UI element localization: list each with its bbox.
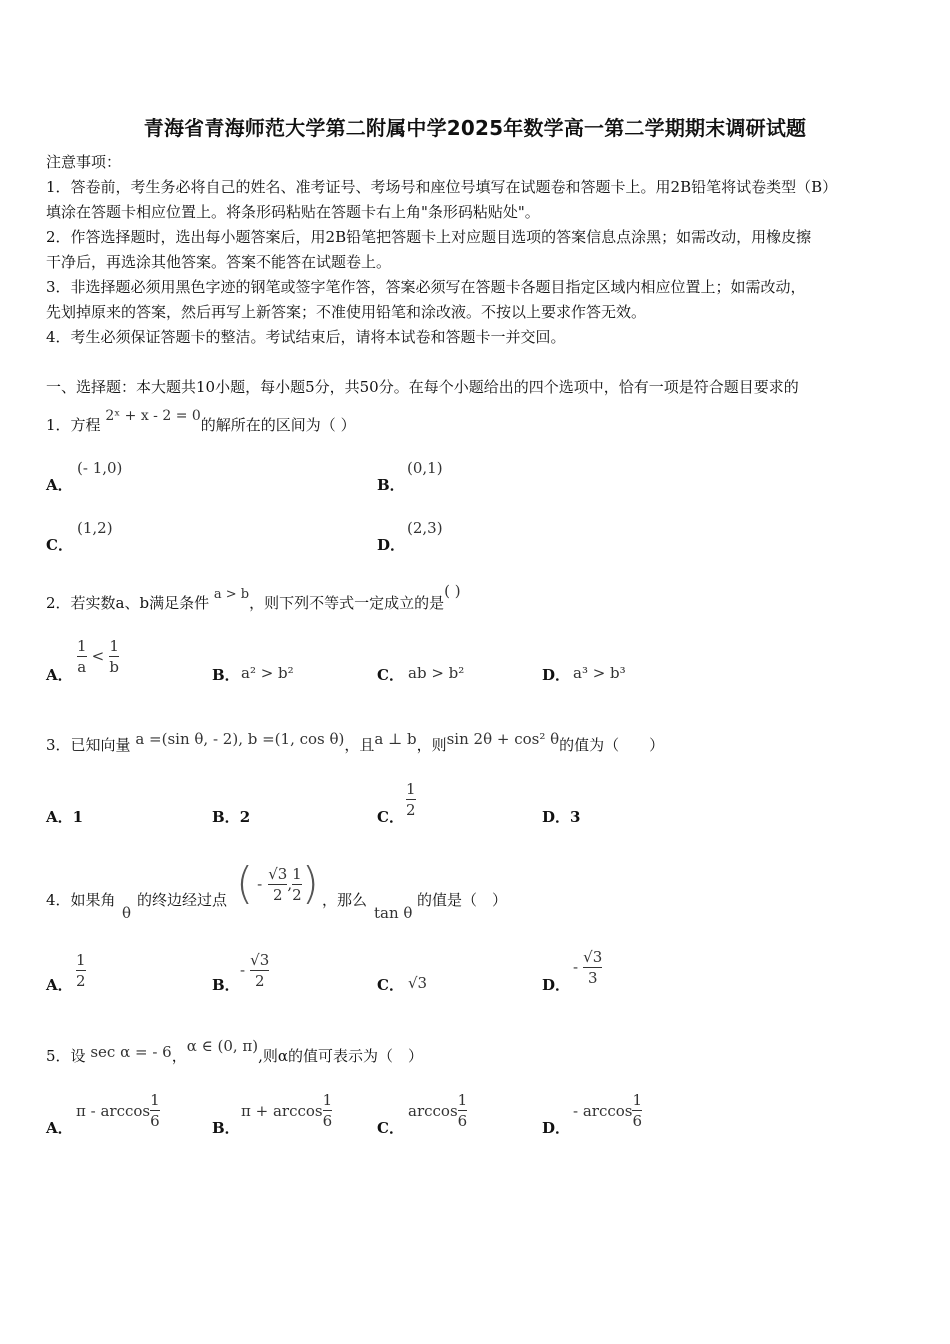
option-a-value [76, 1090, 160, 1131]
option-d[interactable] [542, 806, 580, 827]
numerator: 1 [76, 951, 86, 969]
numerator: 1 [77, 637, 87, 655]
fraction [268, 864, 287, 905]
equation: 2ˣ + x - 2 = 0 [105, 408, 201, 424]
option-d[interactable]: D． [542, 976, 571, 994]
denominator: 6 [150, 1112, 160, 1130]
option-d-value [573, 1090, 642, 1131]
option-d-value [573, 947, 602, 988]
fraction [150, 1090, 160, 1131]
section-heading: 一、选择题：本大题共10小题，每小题5分，共50分。在每个小题给出的四个选项中，恰有一项是符合题目要求的 [46, 378, 799, 396]
notice-line: 填涂在答题卡相应位置上。将条形码粘贴在答题卡右上角"条形码粘贴处"。 [46, 203, 540, 221]
option-b-value [241, 1090, 332, 1131]
numerator: 1 [109, 637, 119, 655]
denominator: 6 [322, 1112, 333, 1130]
option-c[interactable]: C． [377, 976, 404, 994]
right-paren: ) [301, 858, 319, 909]
point-coordinates [236, 858, 319, 909]
option-a-value [76, 950, 86, 991]
question-number: 4． [46, 891, 71, 909]
option-a[interactable]: A． [46, 666, 73, 684]
left-paren: ( [236, 858, 254, 909]
denominator: 2 [76, 972, 86, 990]
fraction [406, 779, 416, 820]
question-text: ，则下列不等式一定成立的是 [249, 594, 445, 612]
option-c-value [408, 1090, 467, 1131]
question-text: 的值是（ ） [417, 891, 508, 909]
minus-sign: - [573, 958, 579, 976]
question-text: 若实数a、b满足条件 [70, 594, 210, 612]
condition: a > b [213, 587, 250, 602]
comma: , [287, 875, 293, 893]
question-text: 方程 [70, 416, 101, 434]
page-title: 青海省青海师范大学第二附属中学2025年数学高一第二学期期末调研试题 [143, 116, 807, 140]
numerator: √3 [268, 864, 288, 883]
option-d[interactable]: D． [377, 536, 406, 554]
fraction [632, 1090, 642, 1131]
fraction [458, 1090, 468, 1131]
denominator: 2 [273, 885, 283, 904]
option-c[interactable]: C． [377, 808, 404, 826]
option-b-value: (0,1) [407, 459, 443, 477]
option-b[interactable]: B． [212, 666, 240, 684]
secant-condition: sec α = - 6 [90, 1043, 172, 1061]
denominator: 6 [457, 1112, 468, 1130]
tan-theta: tan θ [374, 904, 413, 922]
question-number: 1． [46, 416, 71, 434]
question-text: 如果角 [70, 891, 116, 909]
question-text: ,则α的值可表示为（ ） [258, 1047, 424, 1065]
fraction [109, 636, 119, 677]
denominator: b [109, 658, 119, 676]
question-text: 的终边经过点 [137, 891, 228, 909]
notice-line: 2．作答选择题时，选出每小题答案后，用2B铅笔把答题卡上对应题目选项的答案信息点涂黑；如需改动，用橡皮擦 [46, 228, 812, 246]
denominator: 2 [406, 801, 416, 819]
fraction [323, 1090, 333, 1131]
option-d-value: 3 [570, 808, 581, 826]
numerator: √3 [250, 951, 270, 969]
option-c-value [406, 779, 416, 820]
option-b-value [240, 950, 269, 991]
option-a[interactable] [46, 806, 83, 827]
option-b[interactable]: B． [212, 976, 240, 994]
notice-line: 干净后，再选涂其他答案。答案不能答在试题卷上。 [46, 253, 392, 271]
option-b[interactable]: B． [377, 476, 405, 494]
denominator: 2 [254, 972, 265, 990]
numerator: 1 [457, 1091, 468, 1109]
denominator: 2 [292, 885, 302, 904]
question-text: ，那么 [322, 891, 368, 909]
question-text: ，则 [416, 736, 447, 754]
denominator: 3 [587, 969, 598, 987]
option-c[interactable]: C． [46, 536, 73, 554]
option-d[interactable]: D． [542, 1119, 571, 1137]
question-number: 3． [46, 736, 71, 754]
option-c-value: √3 [408, 974, 428, 992]
arccos-expression: π + arccos [241, 1101, 323, 1120]
question-4-number [46, 889, 116, 910]
option-a-value: (- 1,0) [77, 459, 123, 477]
question-number: 2． [46, 594, 71, 612]
numerator: 1 [632, 1091, 643, 1109]
option-b-value: 2 [239, 808, 251, 826]
question-number: 5． [46, 1047, 71, 1065]
theta-symbol: θ [122, 904, 132, 922]
arccos-expression: arccos [408, 1101, 458, 1120]
notice-section [46, 150, 906, 350]
option-c-value: ab > b² [408, 664, 465, 682]
answer-paren: ( ) [444, 582, 461, 600]
fraction [77, 636, 87, 677]
expression: sin 2θ + cos² θ [446, 730, 560, 748]
fraction [76, 950, 86, 991]
option-label: B． [212, 808, 240, 826]
question-text: 已知向量 [70, 736, 131, 754]
numerator: 1 [322, 1091, 333, 1109]
arccos-expression: π - arccos [76, 1101, 151, 1120]
question-5 [46, 1037, 424, 1066]
arccos-expression: - arccos [573, 1101, 633, 1120]
option-b-value: a² > b² [241, 664, 294, 682]
notice-line: 4．考生必须保证答题卡的整洁。考试结束后，请将本试卷和答题卡一并交回。 [46, 328, 566, 346]
option-d[interactable]: D． [542, 666, 571, 684]
option-c-value: (1,2) [77, 519, 113, 537]
notice-heading: 注意事项： [46, 153, 122, 171]
option-a-value [77, 636, 119, 677]
numerator: 1 [292, 864, 302, 883]
operator: < [91, 647, 105, 665]
notice-line: 3．非选择题必须用黑色字迹的钢笔或签字笔作答，答案必须写在答题卡各题目指定区域内相应位置上；如需改动， [46, 278, 806, 296]
option-b[interactable]: B． [212, 1119, 240, 1137]
fraction [292, 864, 302, 905]
option-a[interactable]: A． [46, 476, 73, 494]
question-text: 设 [70, 1047, 86, 1065]
notice-line: 先划掉原来的答案，然后再写上新答案；不准使用铅笔和涂改液。不按以上要求作答无效。 [46, 303, 647, 321]
numerator: 1 [406, 780, 416, 798]
question-text: 的值为（ ） [559, 736, 665, 754]
minus-sign: - [240, 961, 246, 979]
question-2 [46, 582, 461, 613]
question-text: 的解所在的区间为（ ） [200, 416, 356, 434]
option-b[interactable] [212, 806, 250, 827]
fraction [583, 947, 602, 988]
denominator: 6 [632, 1112, 643, 1130]
question-1 [46, 408, 356, 435]
option-c[interactable]: C． [377, 666, 404, 684]
numerator: 1 [150, 1091, 160, 1109]
numerator: √3 [583, 948, 603, 966]
perpendicular: a ⊥ b [374, 730, 417, 748]
minus-sign: - [257, 875, 263, 893]
question-text: ，且 [344, 736, 375, 754]
question-text: ， [171, 1047, 187, 1065]
option-a[interactable]: A． [46, 1119, 73, 1137]
option-d-value: a³ > b³ [573, 664, 626, 682]
alpha-range: α ∈ (0, π) [186, 1037, 259, 1055]
option-a[interactable]: A． [46, 976, 73, 994]
option-label: D． [542, 808, 571, 826]
option-c[interactable]: C． [377, 1119, 404, 1137]
option-label: A． [46, 808, 73, 826]
denominator: a [77, 658, 87, 676]
option-a-value: 1 [72, 808, 84, 826]
fraction [250, 950, 269, 991]
option-d-value: (2,3) [407, 519, 443, 537]
question-3 [46, 730, 665, 755]
vectors: a =(sin θ, - 2), b =(1, cos θ) [135, 730, 345, 748]
notice-line: 1．答卷前，考生务必将自己的姓名、准考证号、考场号和座位号填写在试题卷和答题卡上。用2B铅笔将试卷类型（B） [46, 178, 838, 196]
